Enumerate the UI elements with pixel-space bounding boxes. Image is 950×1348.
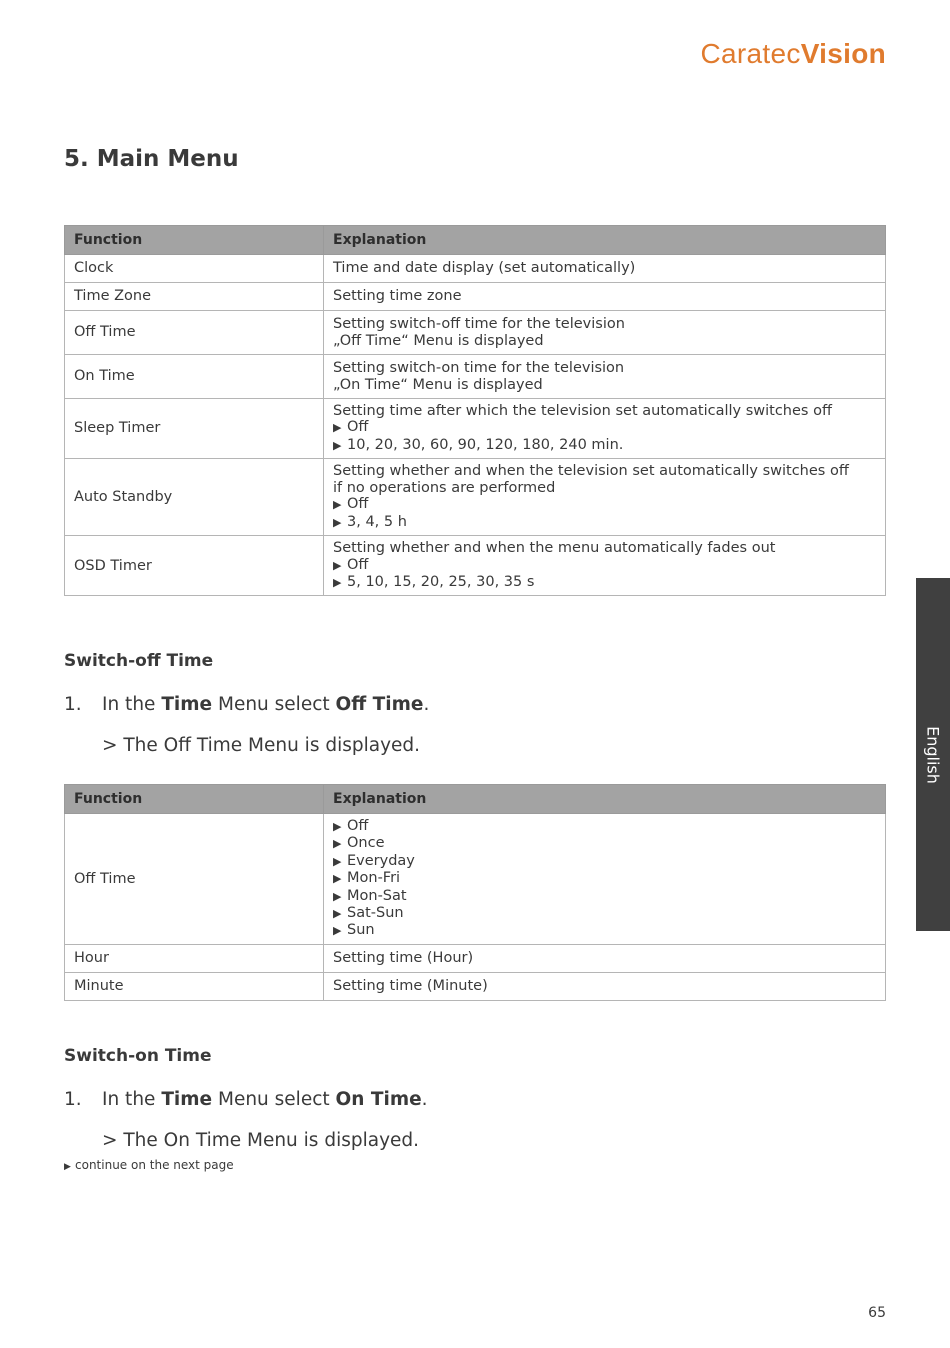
step-item-name: On Time: [335, 1089, 422, 1110]
step-text: .: [421, 1089, 428, 1110]
switch-off-step: [64, 694, 429, 715]
option-label: Off: [347, 818, 369, 834]
header-function: Function: [65, 785, 324, 814]
explanation-cell: [324, 283, 886, 311]
function-cell: Off Time: [65, 311, 324, 355]
off-time-table: [64, 784, 886, 1001]
function-cell: Sleep Timer: [65, 399, 324, 459]
side-tab-label: English: [923, 725, 943, 784]
option-item: [333, 437, 876, 454]
brand-bold: Vision: [800, 38, 886, 69]
step-item-name: Off Time: [335, 694, 424, 715]
option-item: [333, 853, 876, 870]
step-text: .: [423, 694, 430, 715]
triangle-right-icon: ▶: [333, 820, 342, 833]
triangle-right-icon: ▶: [64, 1162, 71, 1172]
table-row: [65, 814, 886, 945]
table-row: [65, 399, 886, 459]
page-number: 65: [868, 1305, 886, 1321]
option-item: [333, 574, 876, 591]
explanation-cell: [324, 459, 886, 536]
function-cell: Minute: [65, 972, 324, 1000]
function-cell: On Time: [65, 355, 324, 399]
step-menu-name: Time: [161, 1089, 213, 1110]
explanation-cell: [324, 311, 886, 355]
explanation-line: Setting switch-off time for the television: [333, 316, 625, 333]
table-row: [65, 255, 886, 283]
step-text: In the: [102, 1089, 162, 1110]
option-item: [333, 419, 876, 436]
table-header-row: [65, 785, 886, 814]
table-row: [65, 311, 886, 355]
step-text: Menu select: [212, 1089, 336, 1110]
table-row: [65, 972, 886, 1000]
explanation-line: Setting time zone: [333, 288, 462, 305]
explanation-cell: [324, 399, 886, 459]
table-header-row: [65, 226, 886, 255]
main-menu-table: [64, 225, 886, 596]
triangle-right-icon: ▶: [333, 558, 342, 572]
explanation-line: Setting switch-on time for the television: [333, 360, 625, 377]
function-cell: Clock: [65, 255, 324, 283]
explanation-line: Setting time after which the television set automatically switches off: [333, 403, 832, 419]
triangle-right-icon: ▶: [333, 576, 342, 590]
explanation-line: Setting time (Minute): [333, 978, 488, 995]
option-label: Off: [347, 496, 369, 513]
option-item: [333, 514, 876, 531]
option-item: [333, 496, 876, 513]
switch-off-heading: Switch-off Time: [64, 651, 214, 671]
explanation-cell: [324, 814, 886, 945]
option-item: [333, 922, 876, 939]
switch-on-result: > The On Time Menu is displayed.: [102, 1130, 420, 1151]
table-row: [65, 459, 886, 536]
language-side-tab: [916, 578, 950, 931]
table-row: [65, 944, 886, 972]
option-item: [333, 888, 876, 905]
brand-logo: [701, 38, 886, 70]
option-item: [333, 905, 876, 922]
option-item: [333, 870, 876, 887]
triangle-right-icon: ▶: [333, 889, 342, 903]
explanation-line: Time and date display (set automatically): [333, 260, 636, 277]
table-row: [65, 536, 886, 596]
explanation-line: „On Time“ Menu is displayed: [333, 376, 543, 393]
explanation-line: „Off Time“ Menu is displayed: [333, 332, 544, 349]
explanation-cell: [324, 536, 886, 596]
explanation-line: Setting whether and when the television set automatically switches off: [333, 463, 849, 480]
option-label: Off: [347, 556, 369, 573]
option-label: Mon-Sat: [347, 887, 407, 904]
triangle-right-icon: ▶: [333, 872, 342, 886]
option-item: [333, 835, 876, 852]
option-label: Sat-Sun: [347, 905, 404, 922]
explanation-cell: [324, 355, 886, 399]
option-label: 5, 10, 15, 20, 25, 30, 35 s: [347, 574, 535, 591]
header-explanation: Explanation: [324, 226, 886, 255]
step-text: In the: [102, 694, 162, 715]
function-cell: Time Zone: [65, 283, 324, 311]
step-text: Menu select: [212, 694, 336, 715]
option-label: Once: [347, 835, 385, 852]
table-row: [65, 283, 886, 311]
table-row: [65, 355, 886, 399]
option-label: 3, 4, 5 h: [347, 513, 407, 530]
explanation-line: Setting time (Hour): [333, 950, 474, 967]
step-number: 1.: [64, 1089, 82, 1110]
option-label: Sun: [347, 922, 375, 939]
switch-off-result: > The Off Time Menu is displayed.: [102, 735, 421, 756]
option-label: Mon-Fri: [347, 870, 401, 887]
step-number: 1.: [64, 694, 82, 715]
function-cell: Hour: [65, 944, 324, 972]
triangle-right-icon: ▶: [333, 438, 342, 452]
header-function: Function: [65, 226, 324, 255]
explanation-line: Setting whether and when the menu automatically fades out: [333, 540, 776, 557]
explanation-line: if no operations are performed: [333, 479, 556, 496]
triangle-right-icon: ▶: [333, 421, 342, 435]
triangle-right-icon: ▶: [333, 854, 342, 868]
triangle-right-icon: ▶: [333, 907, 342, 921]
function-cell: OSD Timer: [65, 536, 324, 596]
triangle-right-icon: ▶: [333, 924, 342, 938]
function-cell: Auto Standby: [65, 459, 324, 536]
triangle-right-icon: ▶: [333, 498, 342, 512]
page-title: 5. Main Menu: [64, 146, 239, 172]
step-menu-name: Time: [161, 694, 213, 715]
option-label: Everyday: [347, 852, 415, 869]
explanation-cell: [324, 944, 886, 972]
option-item: [333, 818, 876, 835]
continue-note: [64, 1158, 234, 1172]
option-item: [333, 557, 876, 574]
continue-text: continue on the next page: [75, 1158, 234, 1172]
function-cell: Off Time: [65, 814, 324, 945]
triangle-right-icon: ▶: [333, 515, 342, 529]
triangle-right-icon: ▶: [333, 837, 342, 851]
switch-on-heading: Switch-on Time: [64, 1046, 212, 1066]
explanation-cell: [324, 255, 886, 283]
option-label: 10, 20, 30, 60, 90, 120, 180, 240 min.: [347, 436, 624, 453]
explanation-cell: [324, 972, 886, 1000]
option-label: Off: [347, 419, 369, 436]
switch-on-step: [64, 1089, 428, 1110]
brand-light: Caratec: [700, 38, 801, 69]
header-explanation: Explanation: [324, 785, 886, 814]
